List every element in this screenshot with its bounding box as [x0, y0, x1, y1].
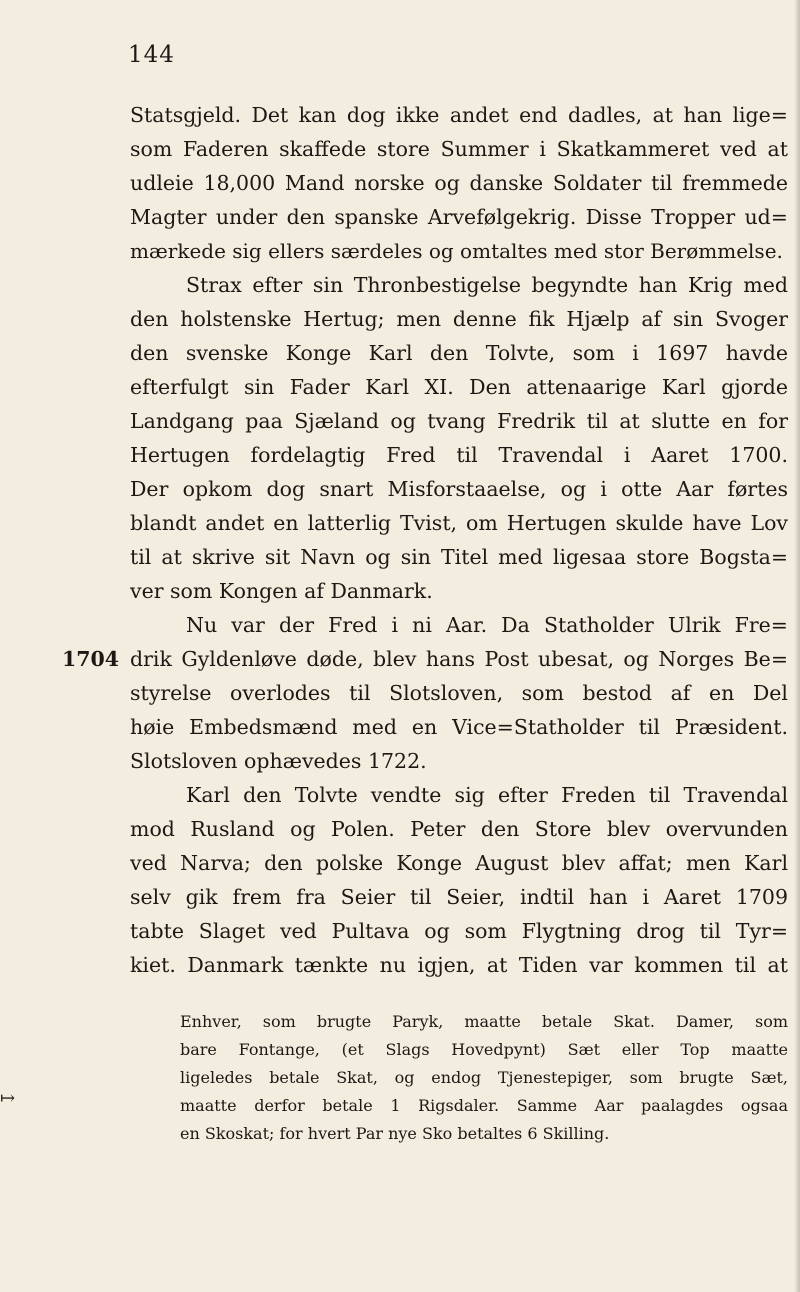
text-line: udleie 18,000 Mand norske og danske Soldater til fremmede: [130, 171, 788, 195]
text-line: Der opkom dog snart Misforstaaelse, og i otte Aar førtes: [130, 477, 788, 501]
footnote-line: maatte derfor betale 1 Rigsdaler. Samme Aar paalagdes ogsaa: [180, 1096, 788, 1115]
text-line: mærkede sig ellers særdeles og omtaltes med stor Berømmelse.: [130, 239, 783, 263]
text-line: Statsgjeld. Det kan dog ikke andet end dadles, at han lige=: [130, 103, 788, 127]
footnote-line: ligeledes betale Skat, og endog Tjenestepiger, som brugte Sæt,: [180, 1068, 788, 1087]
text-line: ved Narva; den polske Konge August blev affat; men Karl: [130, 851, 788, 875]
footnote-line: en Skoskat; for hvert Par nye Sko betaltes 6 Skilling.: [180, 1124, 610, 1143]
body-text: [130, 98, 788, 982]
text-line: Hertugen fordelagtig Fred til Travendal i Aaret 1700.: [130, 443, 788, 467]
text-line: Nu var der Fred i ni Aar. Da Statholder Ulrik Fre=: [186, 613, 788, 637]
text-line: kiet. Danmark tænkte nu igjen, at Tiden var kommen til at: [130, 953, 788, 977]
footnote-line: Enhver, som brugte Paryk, maatte betale Skat. Damer, som: [180, 1012, 788, 1031]
text-line: tabte Slaget ved Pultava og som Flygtning drog til Tyr=: [130, 919, 788, 943]
text-line: Landgang paa Sjæland og tvang Fredrik til at slutte en for: [130, 409, 788, 433]
text-line: blandt andet en latterlig Tvist, om Hertugen skulde have Lov: [130, 511, 788, 535]
text-line: Karl den Tolvte vendte sig efter Freden til Travendal: [186, 783, 788, 807]
text-line: Strax efter sin Thronbestigelse begyndte han Krig med: [186, 273, 788, 297]
text-line: til at skrive sit Navn og sin Titel med ligesaa store Bogsta=: [130, 545, 788, 569]
text-line: den holstenske Hertug; men denne fik Hjælp af sin Svoger: [130, 307, 788, 331]
text-line: høie Embedsmænd med en Vice=Statholder til Præsident.: [130, 715, 788, 739]
text-line: drik Gyldenløve døde, blev hans Post ubesat, og Norges Be=: [130, 647, 788, 671]
text-line: Magter under den spanske Arvefølgekrig. Disse Tropper ud=: [130, 205, 788, 229]
text-line: efterfulgt sin Fader Karl XI. Den attenaarige Karl gjorde: [130, 375, 788, 399]
footnote-line: bare Fontange, (et Slags Hovedpynt) Sæt eller Top maatte: [180, 1040, 788, 1059]
margin-year-note: 1704: [62, 647, 120, 671]
text-line: styrelse overlodes til Slotsloven, som bestod af en Del: [130, 681, 788, 705]
text-line: mod Rusland og Polen. Peter den Store blev overvunden: [130, 817, 788, 841]
footnote: [180, 1008, 788, 1148]
margin-mark: ↦: [0, 1088, 16, 1109]
text-line: som Faderen skaffede store Summer i Skatkammeret ved at: [130, 137, 788, 161]
page-number: 144: [128, 42, 175, 68]
text-line: selv gik frem fra Seier til Seier, indtil han i Aaret 1709: [130, 885, 788, 909]
text-line: den svenske Konge Karl den Tolvte, som i 1697 havde: [130, 341, 788, 365]
text-line: ver som Kongen af Danmark.: [130, 579, 433, 603]
page-edge-shadow: [794, 0, 800, 1292]
text-line: Slotsloven ophævedes 1722.: [130, 749, 427, 773]
